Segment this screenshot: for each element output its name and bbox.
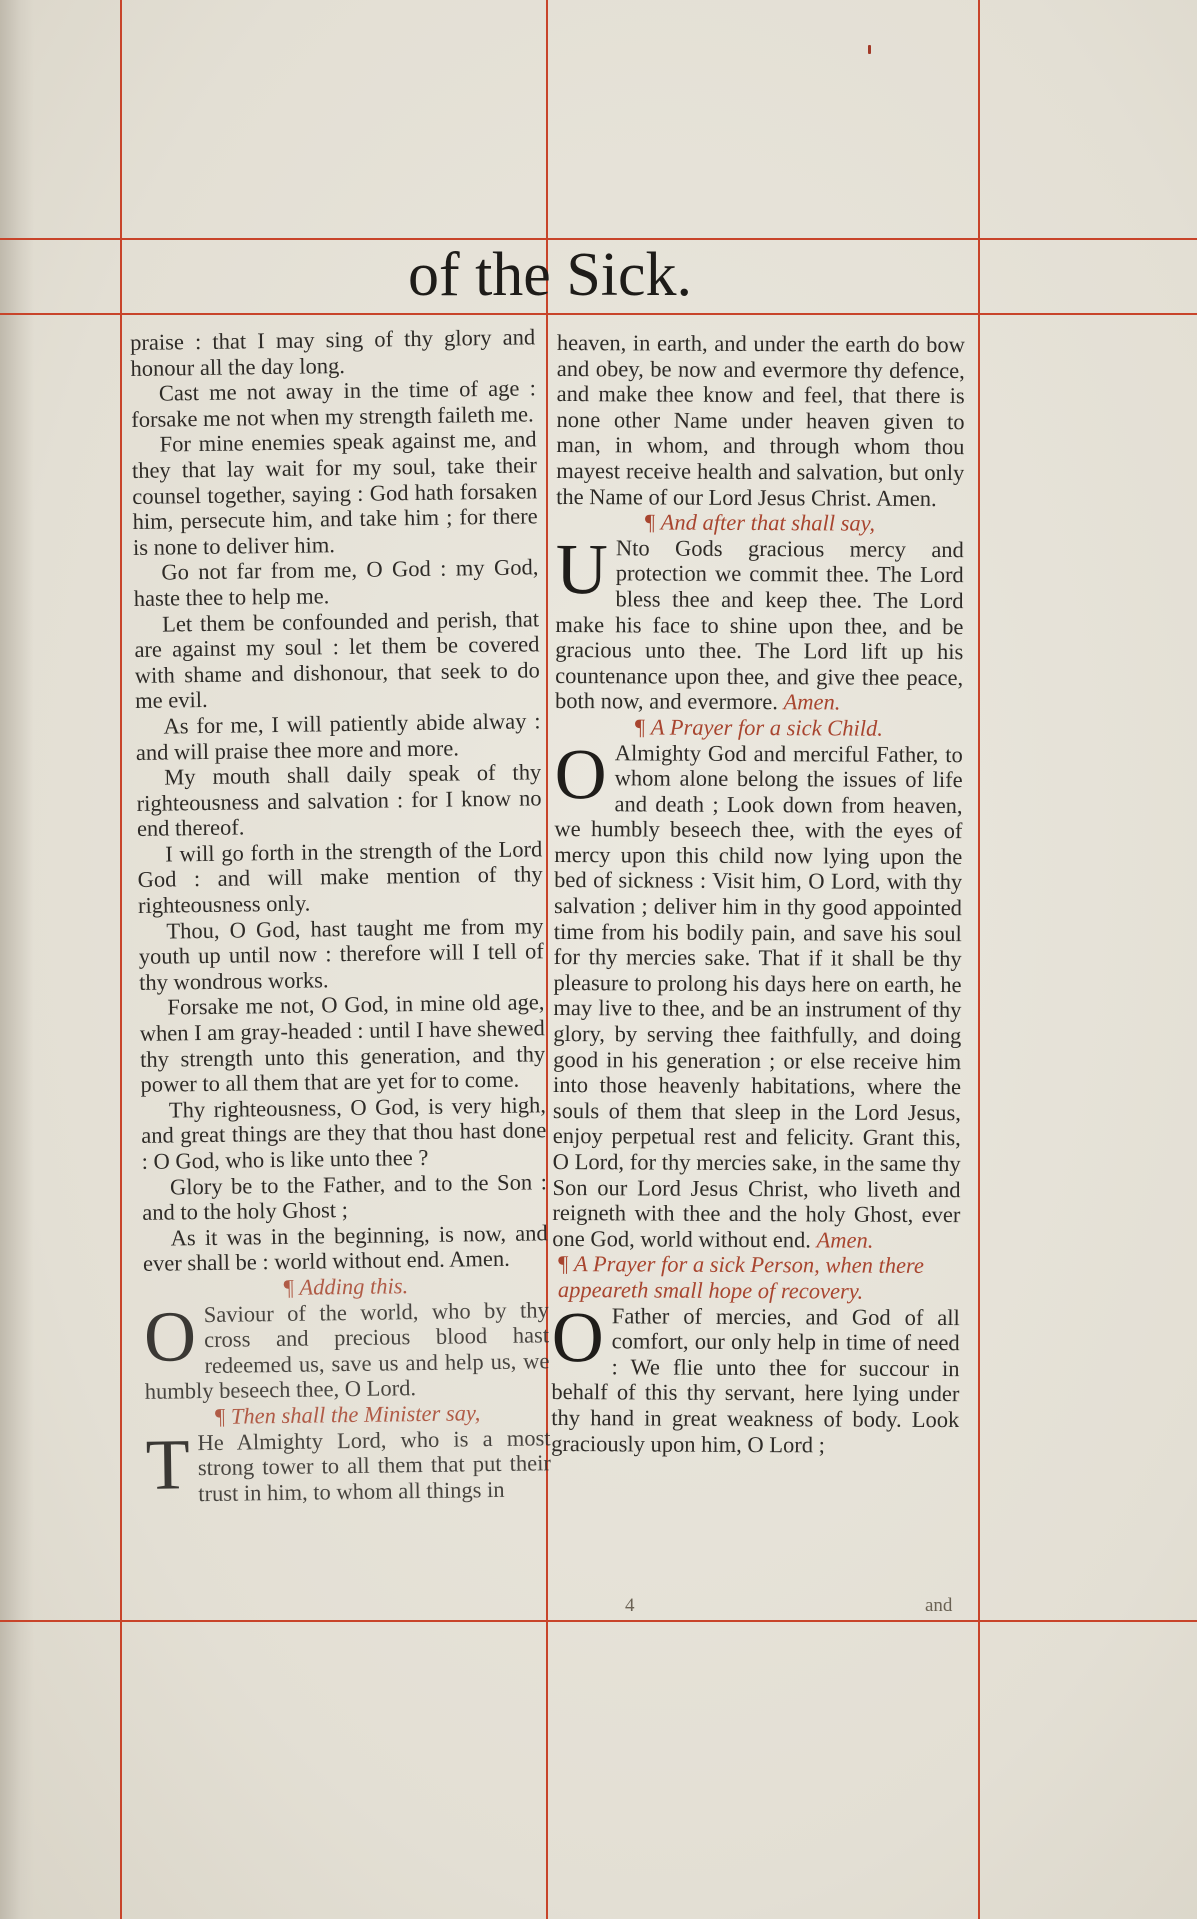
pilcrow-icon: ¶: [214, 1403, 232, 1429]
rubric-text: A Prayer for a sick Child.: [650, 714, 883, 741]
prayer-text: Almighty God and merciful Father, to whom alone belong the issues of life and death ; Look down from heaven, we humbly beseech thee, with the eyes of mercy upon this child now lying upon the bed of sickness : Visit him, O Lord, with thy salvation ; deliver him in thy good appointed time from his bodily pain, and save his soul for thy mercies sake. That if it shall be thy pleasure to prolong his days here on earth, he may live to thee, and be an instrument of thy glory, by serving thee faithfully, and doing good in his generation ; or else receive him into those heavenly habitations, where the souls of them that sleep in the Lord Jesus, enjoy perpetual rest and felicity. Grant this, O Lord, for thy mercies sake, in the same thy Son our Lord Jesus Christ, who liveth and reigneth with thee and the holy Ghost, ever one God, world without end.: [552, 739, 963, 1253]
prayer: [145, 1425, 551, 1507]
prayer: [552, 733, 963, 1253]
drop-cap: O: [143, 1295, 197, 1377]
page-number: 4: [625, 1595, 635, 1616]
paragraph: My mouth shall daily speak of thy righteousness and salvation : for I know no end thereof.: [136, 759, 542, 842]
amen: Amen.: [816, 1227, 874, 1253]
paragraph: Go not far from me, O God : my God, haste thee to help me.: [133, 554, 539, 611]
paragraph: praise : that I may sing of thy glory and honour all the day long.: [130, 324, 536, 381]
paragraph: As for me, I will patiently abide alway : and will praise thee more and more.: [135, 708, 541, 765]
drop-cap: O: [554, 733, 607, 814]
blessing-text: Nto Gods gracious mercy and protection we commit thee. The Lord bless thee and keep thee. The Lord make his face to shine upon thee, and be gracious unto thee. The Lord lift up his countenance upon thee, and give thee peace, both now, and evermore.: [554, 535, 964, 715]
rubric-text: A Prayer for a sick Person, when there appeareth small hope of recovery.: [557, 1251, 924, 1304]
paragraph: Glory be to the Father, and to the Son : and to the holy Ghost ;: [142, 1168, 548, 1226]
prayer-text: Saviour of the world, who by thy cross and precious blood hast redeemed us, save us and help us, we humbly beseech thee, O Lord.: [144, 1296, 550, 1405]
page-gutter-shadow: [0, 0, 34, 1919]
pilcrow-icon: ¶: [558, 1251, 575, 1277]
amen: Amen.: [783, 689, 841, 715]
paragraph: As it was in the beginning, is now, and ever shall be : world without end. Amen.: [142, 1220, 548, 1277]
rubric-text: Adding this.: [299, 1273, 409, 1300]
pilcrow-icon: ¶: [634, 714, 651, 740]
paragraph: Forsake me not, O God, in mine old age, when I am gray-headed : until I have shewed thy strength unto this generation, and thy power to all them that are yet for to come.: [139, 989, 546, 1098]
prayer: [144, 1297, 550, 1405]
ink-speck: [868, 45, 871, 54]
pilcrow-icon: ¶: [283, 1274, 300, 1300]
rubric: [552, 1251, 960, 1304]
paragraph: Thou, O God, hast taught me from my youth up until now : therefore will I tell of thy wondrous works.: [138, 912, 544, 995]
paragraph: For mine enemies speak against me, and they that lay wait for my soul, take their counsel together, saying : God hath forsaken him, persecute him, and take him ; for there is none to deliver him.: [131, 426, 538, 560]
paragraph: I will go forth in the strength of the Lord God : and will make mention of thy righteousness only.: [137, 836, 543, 919]
prayer-block: [143, 1271, 551, 1507]
rubric: [555, 714, 963, 742]
paragraph: Thy righteousness, O God, is very high, and great things are they that thou hast done : O God, who is like unto thee ?: [141, 1092, 547, 1174]
prayer: [551, 1296, 960, 1459]
drop-cap: O: [551, 1296, 604, 1377]
catchword: and: [925, 1595, 953, 1616]
prayer-text: Father of mercies, and God of all comfort, our only help in time of need : We flie unto thee for succour in behalf of this thy servant, here lying under thy hand in great weakness of body. Look graciously upon him, O Lord ;: [551, 1302, 960, 1457]
drop-cap: U: [555, 528, 608, 610]
right-column: [550, 330, 965, 1627]
blessing: [554, 528, 964, 716]
rubric-text: Then shall the Minister say,: [230, 1400, 481, 1429]
left-column: [130, 324, 553, 1625]
rubric-text: And after that shall say,: [660, 509, 876, 536]
drop-cap: T: [145, 1423, 191, 1505]
pilcrow-icon: ¶: [644, 509, 661, 535]
paragraph: heaven, in earth, and under the earth do bow and obey, be now and evermore thy defence, and make thee know and feel, that there is none other Name under heaven given to man, in whom, and through whom thou mayest receive health and salvation, but only the Name of our Lord Jesus Christ. Amen.: [556, 330, 965, 511]
running-head: of the Sick.: [407, 241, 693, 309]
rubric: [556, 509, 964, 537]
prayer-text: He Almighty Lord, who is a most strong tower to all them that put their trust in him, to whom all things in: [197, 1424, 552, 1506]
paragraph: Let them be confounded and perish, that are against my soul : let them be covered with shame and dishonour, that seek to do me evil.: [134, 605, 540, 714]
paragraph: Cast me not away in the time of age : forsake me not when my strength faileth me.: [131, 375, 537, 432]
